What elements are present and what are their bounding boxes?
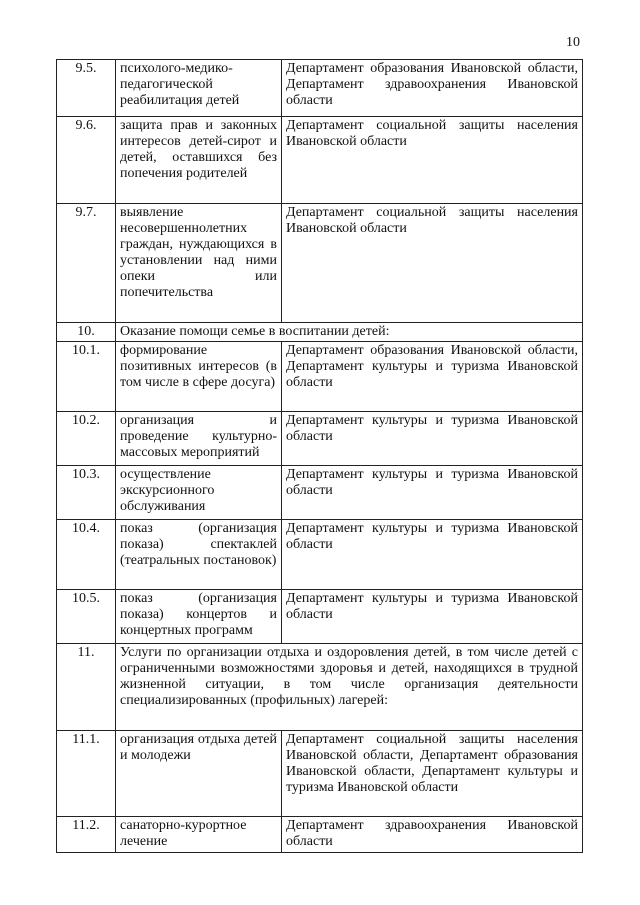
- row-number: 9.7.: [57, 204, 116, 323]
- section-number: 10.: [57, 323, 116, 342]
- row-number: 9.5.: [57, 60, 116, 117]
- responsible-department: Департамент культуры и туризма Ивановской области: [282, 590, 583, 644]
- table-row: [57, 117, 583, 204]
- responsible-department: Департамент социальной защиты населения Ивановской области, Департамент образования Ивановской области, Департамент культуры и туризма Ивановской области: [282, 731, 583, 817]
- row-number: 11.2.: [57, 817, 116, 853]
- responsible-department: Департамент социальной защиты населения Ивановской области: [282, 117, 583, 204]
- service-name: психолого-медико-педагогической реабилитация детей: [116, 60, 282, 117]
- section-number: 11.: [57, 644, 116, 731]
- table-row: [57, 731, 583, 817]
- table-row: [57, 520, 583, 590]
- table-row: [57, 817, 583, 853]
- row-number: 10.1.: [57, 342, 116, 412]
- row-number: 10.4.: [57, 520, 116, 590]
- responsible-department: Департамент культуры и туризма Ивановской области: [282, 466, 583, 520]
- section-title: Оказание помощи семье в воспитании детей:: [116, 323, 583, 342]
- service-name: организация и проведение культурно-массовых мероприятий: [116, 412, 282, 466]
- row-number: 10.5.: [57, 590, 116, 644]
- service-name: организация отдыха детей и молодежи: [116, 731, 282, 817]
- responsible-department: Департамент образования Ивановской области, Департамент культуры и туризма Ивановской области: [282, 342, 583, 412]
- service-name: показ (организация показа) концертов и концертных программ: [116, 590, 282, 644]
- table-row: [57, 342, 583, 412]
- service-name: формирование позитивных интересов (в том числе в сфере досуга): [116, 342, 282, 412]
- service-name: защита прав и законных интересов детей-сирот и детей, оставшихся без попечения родителей: [116, 117, 282, 204]
- section-row: [57, 644, 583, 731]
- responsible-department: Департамент социальной защиты населения Ивановской области: [282, 204, 583, 323]
- table-row: [57, 590, 583, 644]
- page-number: 10: [566, 35, 580, 50]
- table-row: [57, 412, 583, 466]
- service-name: санаторно-курортное лечение: [116, 817, 282, 853]
- table-row: [57, 204, 583, 323]
- row-number: 10.3.: [57, 466, 116, 520]
- responsible-department: Департамент культуры и туризма Ивановской области: [282, 412, 583, 466]
- table-row: [57, 466, 583, 520]
- responsible-department: Департамент культуры и туризма Ивановской области: [282, 520, 583, 590]
- responsible-department: Департамент здравоохранения Ивановской области: [282, 817, 583, 853]
- section-title: Услуги по организации отдыха и оздоровления детей, в том числе детей с ограниченными возможностями здоровья и детей, находящихся в трудной жизненной ситуации, в том числе организация деятельности специализированных (профильных) лагерей:: [116, 644, 583, 731]
- section-row: [57, 323, 583, 342]
- row-number: 10.2.: [57, 412, 116, 466]
- row-number: 9.6.: [57, 117, 116, 204]
- table-row: [57, 60, 583, 117]
- service-name: показ (организация показа) спектаклей (театральных постановок): [116, 520, 282, 590]
- service-name: осуществление экскурсионного обслуживания: [116, 466, 282, 520]
- responsible-department: Департамент образования Ивановской области, Департамент здравоохранения Ивановской области: [282, 60, 583, 117]
- row-number: 11.1.: [57, 731, 116, 817]
- services-table: [56, 59, 583, 853]
- service-name: выявление несовершеннолетних граждан, нуждающихся в установлении над ними опеки или попечительства: [116, 204, 282, 323]
